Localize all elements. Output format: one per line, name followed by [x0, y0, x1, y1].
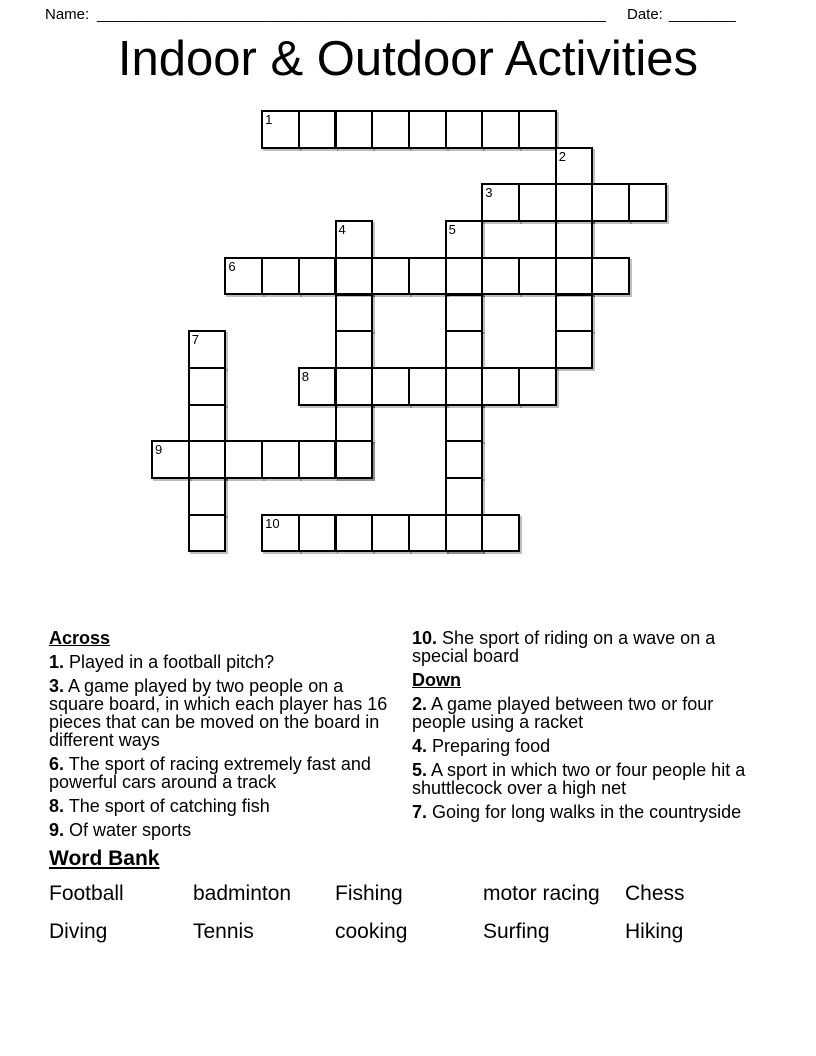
- grid-cell[interactable]: [481, 183, 520, 222]
- grid-cell[interactable]: [261, 257, 300, 296]
- grid-cell[interactable]: [481, 110, 520, 149]
- clue-across-1: [49, 653, 397, 671]
- grid-cell[interactable]: [445, 220, 484, 259]
- grid-cell[interactable]: [335, 514, 374, 553]
- clue-text: The sport of catching fish: [68, 796, 270, 816]
- clue-text: A game played by two people on a square board, in which each player has 16 pieces that can be moved on the board in different ways: [49, 676, 388, 750]
- grid-cell[interactable]: [335, 294, 374, 333]
- clue-text: The sport of racing extremely fast and powerful cars around a track: [49, 754, 371, 792]
- grid-cell[interactable]: [445, 110, 484, 149]
- grid-cell[interactable]: [371, 110, 410, 149]
- across-heading: Across: [49, 628, 111, 648]
- grid-cell[interactable]: [445, 477, 484, 516]
- grid-cell[interactable]: [224, 257, 263, 296]
- clue-across-9: [49, 821, 397, 839]
- clue-across-3: [49, 677, 397, 749]
- grid-cell[interactable]: [371, 367, 410, 406]
- crossword-grid: [151, 110, 667, 552]
- grid-cell[interactable]: [481, 257, 520, 296]
- grid-cell[interactable]: [445, 367, 484, 406]
- word-bank-item-tennis: Tennis: [193, 920, 254, 943]
- grid-cell[interactable]: [408, 257, 447, 296]
- word-bank: [49, 882, 755, 943]
- clue-text: Preparing food: [432, 736, 551, 756]
- word-bank-item-football: Football: [49, 882, 124, 905]
- grid-cell[interactable]: [518, 257, 557, 296]
- grid-cell[interactable]: [628, 183, 667, 222]
- page-title: Indoor & Outdoor Activities: [117, 32, 699, 86]
- cell-number: 3: [485, 185, 493, 201]
- grid-cell[interactable]: [335, 367, 374, 406]
- grid-cell[interactable]: [518, 110, 557, 149]
- grid-cell[interactable]: [298, 514, 337, 553]
- cell-number: 2: [558, 148, 566, 164]
- clue-number: 6.: [49, 754, 65, 774]
- grid-cell[interactable]: [555, 257, 594, 296]
- clues-right-column: [412, 629, 767, 827]
- grid-cell[interactable]: [188, 477, 227, 516]
- name-label: Name:: [45, 6, 90, 23]
- clue-across-10: [412, 629, 767, 665]
- date-line[interactable]: ________: [669, 6, 736, 23]
- grid-cell[interactable]: [481, 367, 520, 406]
- grid-cell[interactable]: [224, 440, 263, 479]
- cell-number: 10: [265, 515, 280, 531]
- grid-cell[interactable]: [151, 440, 190, 479]
- grid-cell[interactable]: [335, 257, 374, 296]
- clue-number: 2.: [412, 694, 428, 714]
- grid-cell[interactable]: [408, 110, 447, 149]
- grid-cell[interactable]: [445, 330, 484, 369]
- grid-cell[interactable]: [335, 330, 374, 369]
- clue-number: 3.: [49, 676, 65, 696]
- grid-cell[interactable]: [408, 514, 447, 553]
- grid-cell[interactable]: [555, 294, 594, 333]
- grid-cell[interactable]: [408, 367, 447, 406]
- grid-cell[interactable]: [188, 514, 227, 553]
- grid-cell[interactable]: [555, 220, 594, 259]
- word-bank-item-badminton: badminton: [193, 882, 292, 905]
- cell-number: 5: [448, 222, 456, 238]
- clue-text: Going for long walks in the countryside: [432, 802, 742, 822]
- grid-cell[interactable]: [188, 367, 227, 406]
- grid-cell[interactable]: [371, 514, 410, 553]
- cell-number: 1: [265, 112, 273, 127]
- grid-cell[interactable]: [445, 257, 484, 296]
- grid-cell[interactable]: [555, 183, 594, 222]
- grid-cell[interactable]: [445, 440, 484, 479]
- clue-across-8: [49, 797, 397, 815]
- cell-number: 9: [155, 442, 163, 458]
- clue-text: A game played between two or four people using a racket: [412, 694, 714, 732]
- grid-cell[interactable]: [335, 220, 374, 259]
- clue-across-6: [49, 755, 397, 791]
- word-bank-item-hiking: Hiking: [625, 920, 684, 943]
- grid-cell[interactable]: [298, 110, 337, 149]
- grid-cell[interactable]: [188, 330, 227, 369]
- grid-cell[interactable]: [591, 257, 630, 296]
- grid-cell[interactable]: [335, 110, 374, 149]
- cell-number: 6: [228, 258, 236, 274]
- clue-text: She sport of riding on a wave on a special board: [412, 628, 716, 666]
- word-bank-item-motor-racing: motor racing: [483, 882, 600, 905]
- grid-cell[interactable]: [555, 330, 594, 369]
- grid-cell[interactable]: [188, 404, 227, 443]
- word-bank-item-surfing: Surfing: [483, 920, 550, 943]
- grid-cell[interactable]: [188, 440, 227, 479]
- clue-number: 10.: [412, 628, 438, 648]
- grid-cell[interactable]: [481, 514, 520, 553]
- clue-down-7: [412, 803, 767, 821]
- down-heading: Down: [412, 670, 461, 690]
- date-label: Date:: [627, 6, 663, 23]
- word-bank-heading: Word Bank: [49, 847, 160, 870]
- clue-down-4: [412, 737, 767, 755]
- clue-text: Played in a football pitch?: [69, 652, 275, 672]
- word-bank-item-chess: Chess: [625, 882, 685, 905]
- cell-number: 4: [338, 222, 346, 238]
- clue-number: 7.: [412, 802, 428, 822]
- clue-number: 1.: [49, 652, 65, 672]
- clue-number: 9.: [49, 820, 65, 840]
- grid-cell[interactable]: [591, 183, 630, 222]
- grid-cell[interactable]: [335, 440, 374, 479]
- clues-left-column: [49, 629, 397, 845]
- word-bank-item-diving: Diving: [49, 920, 108, 943]
- grid-cell[interactable]: [298, 367, 337, 406]
- clue-number: 4.: [412, 736, 428, 756]
- grid-cell[interactable]: [445, 404, 484, 443]
- grid-cell[interactable]: [518, 367, 557, 406]
- grid-cell[interactable]: [261, 110, 300, 149]
- grid-cell[interactable]: [298, 440, 337, 479]
- cell-number: 8: [301, 368, 310, 384]
- clue-text: Of water sports: [69, 820, 192, 840]
- grid-cell[interactable]: [335, 404, 374, 443]
- grid-cell[interactable]: [371, 257, 410, 296]
- clue-down-5: [412, 761, 767, 797]
- grid-cell[interactable]: [555, 147, 594, 186]
- grid-cell[interactable]: [261, 440, 300, 479]
- grid-cell[interactable]: [445, 514, 484, 553]
- cell-number: 7: [191, 332, 199, 348]
- grid-cell[interactable]: [445, 294, 484, 333]
- word-bank-item-cooking: cooking: [335, 920, 408, 943]
- clue-down-2: [412, 695, 767, 731]
- grid-cell[interactable]: [261, 514, 300, 553]
- word-bank-item-fishing: Fishing: [335, 882, 403, 905]
- name-line[interactable]: _____________________________________________________________: [97, 6, 606, 23]
- clue-text: A sport in which two or four people hit a shuttlecock over a high net: [412, 760, 746, 798]
- grid-cell[interactable]: [518, 183, 557, 222]
- clue-number: 8.: [49, 796, 65, 816]
- clue-number: 5.: [412, 760, 428, 780]
- grid-cell[interactable]: [298, 257, 337, 296]
